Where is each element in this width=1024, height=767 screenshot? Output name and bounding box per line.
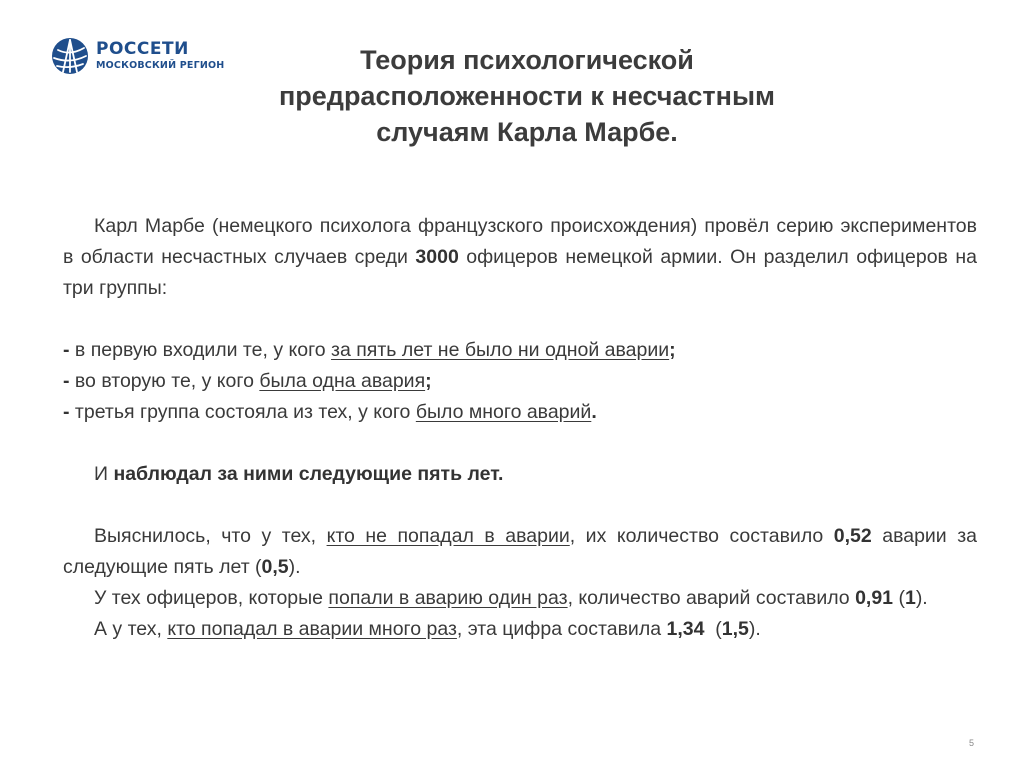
result-text: , количество аварий составило bbox=[567, 587, 856, 609]
result-value: 0,91 bbox=[855, 587, 894, 609]
spacer bbox=[63, 304, 977, 335]
group-dash: - bbox=[63, 401, 70, 423]
spacer bbox=[63, 490, 977, 521]
rosseti-sphere-icon bbox=[50, 36, 90, 76]
observe-bold: наблюдал за ними следующие пять лет. bbox=[113, 463, 504, 485]
group-punct: ; bbox=[669, 339, 676, 361]
group-underlined: за пять лет не было ни одной аварии bbox=[331, 339, 670, 361]
group-text: во вторую те, у кого bbox=[69, 370, 260, 392]
page-number: 5 bbox=[968, 738, 974, 748]
result-value: 0,52 bbox=[833, 525, 872, 547]
group-punct: . bbox=[591, 401, 597, 423]
logo-brand-text: РОССЕТИ bbox=[96, 39, 189, 60]
group-text: третья группа состояла из тех, у кого bbox=[69, 401, 416, 423]
company-logo bbox=[50, 36, 224, 76]
spacer bbox=[63, 428, 977, 459]
result-paragraph-3 bbox=[63, 614, 977, 645]
result-paragraph-2 bbox=[63, 583, 977, 614]
result-rounded: 1,5 bbox=[721, 618, 749, 640]
group-dash: - bbox=[63, 339, 70, 361]
result-text: А у тех, bbox=[94, 618, 168, 640]
group-item-3 bbox=[63, 397, 977, 428]
result-text: ( bbox=[704, 618, 722, 640]
result-text: У тех офицеров, которые bbox=[94, 587, 329, 609]
slide-title: Теория психологической предрасположенности к несчастным случаям Карла Марбе. bbox=[278, 45, 775, 147]
intro-text-2: офицеров немецкой армии. Он разделил офицеров на три группы: bbox=[63, 246, 977, 299]
group-punct: ; bbox=[425, 370, 432, 392]
group-dash: - bbox=[63, 370, 70, 392]
observe-text: И bbox=[94, 463, 114, 485]
result-underlined: кто попадал в аварии много раз bbox=[167, 618, 457, 640]
group-item-2 bbox=[63, 366, 977, 397]
result-text: Выяснилось, что у тех, bbox=[94, 525, 327, 547]
intro-text-1: Карл Марбе (немецкого психолога французского происхождения) провёл серию экспериментов в области несчастных случаев среди bbox=[63, 215, 977, 268]
result-value: 1,34 bbox=[666, 618, 705, 640]
logo-region-text: МОСКОВСКИЙ РЕГИОН bbox=[96, 60, 225, 72]
group-underlined: была одна авария bbox=[259, 370, 426, 392]
result-text: ). bbox=[915, 587, 928, 609]
result-paragraph-1 bbox=[63, 521, 977, 583]
slide-body bbox=[63, 211, 977, 645]
intro-paragraph bbox=[63, 211, 977, 304]
result-text: ). bbox=[288, 556, 301, 578]
result-text: , их количество составило bbox=[569, 525, 834, 547]
result-rounded: 1 bbox=[904, 587, 916, 609]
result-underlined: попали в аварию один раз bbox=[328, 587, 568, 609]
result-text: , эта цифра составила bbox=[456, 618, 667, 640]
result-rounded: 0,5 bbox=[261, 556, 289, 578]
group-text: в первую входили те, у кого bbox=[69, 339, 332, 361]
result-text: ). bbox=[748, 618, 761, 640]
result-underlined: кто не попадал в аварии bbox=[326, 525, 570, 547]
group-underlined: было много аварий bbox=[415, 401, 592, 423]
result-text: ( bbox=[893, 587, 905, 609]
group-item-1 bbox=[63, 335, 977, 366]
observe-paragraph bbox=[63, 459, 977, 490]
result-text: аварии за следующие пять лет ( bbox=[63, 525, 977, 578]
officers-count: 3000 bbox=[415, 246, 459, 268]
